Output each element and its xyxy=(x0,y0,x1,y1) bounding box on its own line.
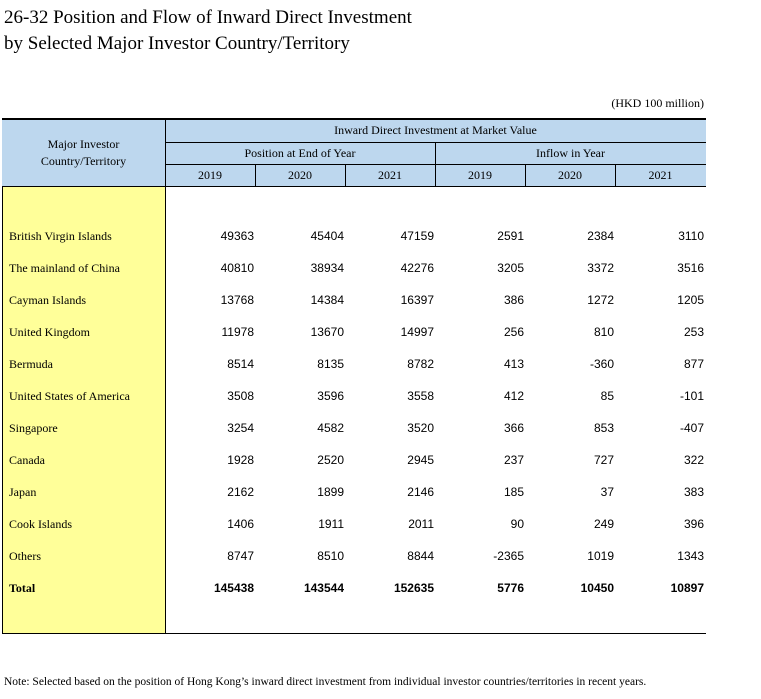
cell-value: 2011 xyxy=(408,517,434,531)
unit-label: (HKD 100 million) xyxy=(611,96,704,110)
title-line-1: 26-32 Position and Flow of Inward Direct Investment xyxy=(4,7,412,28)
cell-value: 386 xyxy=(503,293,524,307)
title-line-2: by Selected Major Investor Country/Territory xyxy=(4,33,350,54)
cell-value: 3520 xyxy=(407,421,434,435)
cell-value: 2146 xyxy=(407,485,434,499)
header-position: Position at End of Year xyxy=(165,143,435,164)
cell-value: 8747 xyxy=(227,549,254,563)
table-top-rule xyxy=(2,118,706,120)
cell-value: 3508 xyxy=(227,389,254,403)
header-divider xyxy=(525,165,526,186)
cell-value: 2384 xyxy=(587,229,614,243)
cell-value: 3205 xyxy=(497,261,524,275)
row-label: United Kingdom xyxy=(9,325,90,339)
cell-value: 143544 xyxy=(303,581,344,595)
cell-value: 2591 xyxy=(497,229,524,243)
cell-value: 810 xyxy=(593,325,614,339)
header-year: 2021 xyxy=(345,165,435,186)
cell-value: 412 xyxy=(503,389,524,403)
row-label: Japan xyxy=(9,485,37,499)
cell-value: 42276 xyxy=(400,261,434,275)
cell-value: -407 xyxy=(679,421,704,435)
row-label: Total xyxy=(9,581,36,595)
cell-value: 853 xyxy=(593,421,614,435)
cell-value: 152635 xyxy=(393,581,434,595)
table-left-border xyxy=(2,187,3,633)
cell-value: 256 xyxy=(503,325,524,339)
cell-value: 249 xyxy=(593,517,614,531)
cell-value: 85 xyxy=(600,389,614,403)
table-row xyxy=(2,258,706,278)
cell-value: 38934 xyxy=(310,261,344,275)
cell-value: 1205 xyxy=(677,293,704,307)
cell-value: 13768 xyxy=(220,293,254,307)
cell-value: 366 xyxy=(503,421,524,435)
table-row xyxy=(2,226,706,246)
table-row xyxy=(2,290,706,310)
cell-value: 45404 xyxy=(310,229,344,243)
header-row-label: Major Investor Country/Territory xyxy=(2,119,165,186)
header-year: 2020 xyxy=(525,165,615,186)
header-year: 2021 xyxy=(615,165,706,186)
cell-value: 10450 xyxy=(580,581,614,595)
cell-value: 14997 xyxy=(400,325,434,339)
cell-value: 8514 xyxy=(227,357,254,371)
cell-value: 47159 xyxy=(400,229,434,243)
header-divider xyxy=(255,165,256,186)
table-bottom-rule xyxy=(2,633,706,634)
cell-value: 10897 xyxy=(670,581,704,595)
cell-value: 2945 xyxy=(407,453,434,467)
cell-value: 145438 xyxy=(213,581,254,595)
cell-value: -360 xyxy=(589,357,614,371)
cell-value: 16397 xyxy=(400,293,434,307)
cell-value: 322 xyxy=(683,453,704,467)
cell-value: 413 xyxy=(503,357,524,371)
cell-value: 185 xyxy=(503,485,524,499)
cell-value: 3516 xyxy=(677,261,704,275)
table-row xyxy=(2,482,706,502)
cell-value: 727 xyxy=(593,453,614,467)
cell-value: 40810 xyxy=(220,261,254,275)
cell-value: 396 xyxy=(683,517,704,531)
row-label: The mainland of China xyxy=(9,261,120,275)
cell-value: 90 xyxy=(510,517,524,531)
row-label: United States of America xyxy=(9,389,130,403)
row-label: Cayman Islands xyxy=(9,293,86,307)
cell-value: 383 xyxy=(683,485,704,499)
cell-value: 3372 xyxy=(587,261,614,275)
cell-value: 2162 xyxy=(227,485,254,499)
page-title xyxy=(4,5,412,57)
cell-value: 1272 xyxy=(587,293,614,307)
table-row xyxy=(2,546,706,566)
table-row xyxy=(2,418,706,438)
cell-value: 4582 xyxy=(317,421,344,435)
cell-value: 8844 xyxy=(407,549,434,563)
cell-value: 2520 xyxy=(317,453,344,467)
total-row xyxy=(2,578,706,598)
cell-value: -2365 xyxy=(493,549,524,563)
cell-value: 49363 xyxy=(220,229,254,243)
cell-value: 11978 xyxy=(221,325,254,339)
cell-value: 237 xyxy=(503,453,524,467)
cell-value: 1019 xyxy=(587,549,614,563)
cell-value: 1928 xyxy=(227,453,254,467)
header-divider xyxy=(165,119,166,186)
cell-value: 3558 xyxy=(407,389,434,403)
header-inflow: Inflow in Year xyxy=(435,143,706,164)
footnote: Note: Selected based on the position of Hong Kong’s inward direct investment from individual investor countries/territories in recent years. xyxy=(4,676,647,688)
row-label: Others xyxy=(9,549,41,563)
cell-value: 1406 xyxy=(227,517,254,531)
cell-value: 14384 xyxy=(310,293,344,307)
cell-value: 8135 xyxy=(317,357,344,371)
cell-value: 8510 xyxy=(317,549,344,563)
header-divider xyxy=(345,165,346,186)
label-column-border xyxy=(165,187,166,633)
header-divider xyxy=(435,143,436,186)
cell-value: 8782 xyxy=(407,357,434,371)
header-group: Inward Direct Investment at Market Value xyxy=(165,119,706,142)
cell-value: -101 xyxy=(679,389,704,403)
cell-value: 3254 xyxy=(227,421,254,435)
row-label: Canada xyxy=(9,453,45,467)
cell-value: 13670 xyxy=(310,325,344,339)
header-divider xyxy=(615,165,616,186)
table-row xyxy=(2,514,706,534)
row-label: Bermuda xyxy=(9,357,53,371)
header-year: 2019 xyxy=(435,165,525,186)
row-label: Cook Islands xyxy=(9,517,72,531)
table-row xyxy=(2,322,706,342)
row-label: Singapore xyxy=(9,421,58,435)
cell-value: 3110 xyxy=(678,229,704,243)
cell-value: 877 xyxy=(683,357,704,371)
cell-value: 1911 xyxy=(318,517,344,531)
cell-value: 1343 xyxy=(677,549,704,563)
row-label-column xyxy=(2,187,165,633)
row-label: British Virgin Islands xyxy=(9,229,112,243)
cell-value: 3596 xyxy=(317,389,344,403)
table-row xyxy=(2,386,706,406)
header-year: 2020 xyxy=(255,165,345,186)
cell-value: 5776 xyxy=(497,581,524,595)
cell-value: 37 xyxy=(600,485,614,499)
header-year: 2019 xyxy=(165,165,255,186)
cell-value: 253 xyxy=(683,325,704,339)
table-row xyxy=(2,450,706,470)
cell-value: 1899 xyxy=(317,485,344,499)
table-row xyxy=(2,354,706,374)
